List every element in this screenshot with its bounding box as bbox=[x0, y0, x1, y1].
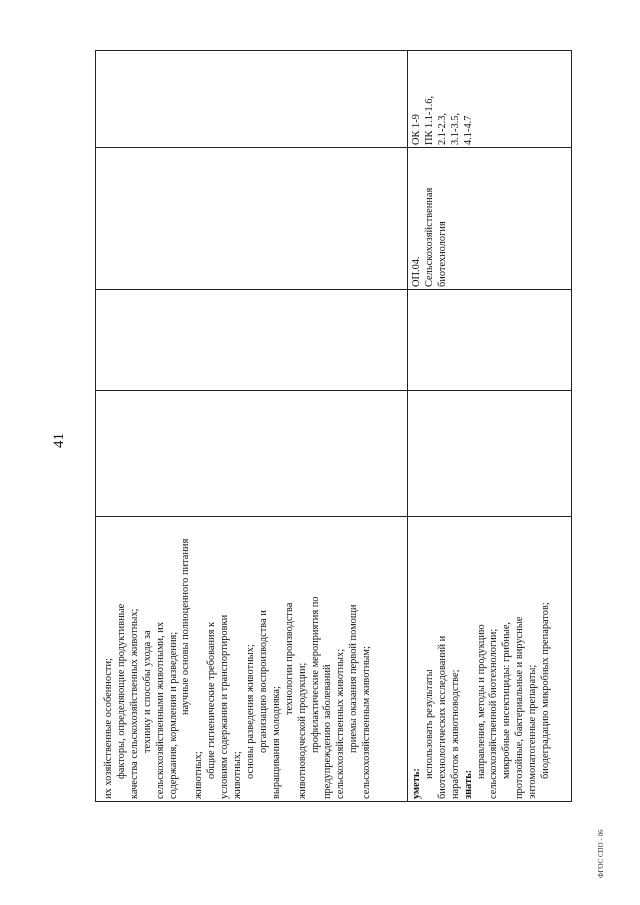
text-line: профилактические мероприятия по bbox=[309, 596, 321, 753]
row2-requirements-text bbox=[411, 514, 553, 799]
text-line: их хозяйственные особенности; bbox=[103, 658, 114, 799]
text-line: качества сельскохозяйственных животных; bbox=[128, 608, 140, 799]
text-line: научные основы полноценного питания bbox=[180, 538, 192, 715]
discipline-cell bbox=[411, 152, 450, 287]
text-line: сельскохозяйственной биотехнологии; bbox=[488, 628, 500, 799]
text-line: ПК 1.1-1.6, bbox=[423, 95, 435, 145]
text-line: животноводческой продукции; bbox=[296, 662, 308, 799]
text-line: ОП.04. bbox=[411, 256, 422, 287]
text-line: сельскохозяйственными животными, их bbox=[154, 621, 166, 799]
text-line: сельскохозяйственным животным; bbox=[361, 646, 373, 799]
text-line: уметь: bbox=[411, 768, 422, 799]
column-divider bbox=[96, 390, 571, 391]
text-line: сельскохозяйственных животных; bbox=[335, 648, 347, 799]
text-line: 4.1-4.7 bbox=[462, 115, 474, 145]
text-line: 2.1-2.3, bbox=[436, 112, 448, 145]
text-line: предупреждению заболеваний bbox=[322, 664, 334, 799]
text-line: содержания, кормления и разведения; bbox=[167, 631, 179, 799]
text-line: общие гигиенические требования к bbox=[206, 621, 218, 779]
text-line: факторы, определяющие продуктивные bbox=[115, 603, 127, 779]
text-line: технику и способы ухода за bbox=[141, 630, 153, 753]
column-divider bbox=[96, 289, 571, 290]
requirements-table bbox=[95, 50, 572, 802]
page-number: 41 bbox=[51, 433, 67, 448]
text-line: биодеградацию микробных препаратов; bbox=[540, 602, 552, 779]
text-line: условиям содержания и транспортировки bbox=[219, 614, 231, 799]
footer-code: ФГОС СПО - 06 bbox=[597, 829, 605, 878]
row-divider bbox=[407, 51, 408, 801]
text-line: наработок в животноводстве; bbox=[449, 669, 461, 799]
text-line: технологии производства bbox=[283, 602, 295, 715]
text-line: ОК 1-9 bbox=[411, 114, 422, 145]
text-line: протозойные, бактериальные и вирусные bbox=[514, 616, 526, 799]
text-line: использовать результаты bbox=[423, 669, 435, 779]
text-line: 3.1-3.5, bbox=[449, 112, 461, 145]
text-line: биотехнология bbox=[436, 221, 448, 287]
text-line: направления, методы и продукцию bbox=[475, 624, 487, 779]
row1-requirements-text bbox=[103, 514, 374, 799]
text-line: организацию воспроизводства и bbox=[257, 610, 269, 753]
text-line: микробные инсектициды: грибные, bbox=[501, 621, 513, 779]
text-line: животных; bbox=[232, 751, 244, 799]
column-divider bbox=[96, 147, 571, 148]
text-line: основы разведения животных; bbox=[244, 644, 256, 779]
competencies-cell bbox=[411, 55, 476, 145]
text-line: выращивания молодняка; bbox=[270, 686, 282, 799]
text-line: биотехнологических исследований и bbox=[436, 635, 448, 799]
text-line: приемы оказания первой помощи bbox=[348, 604, 360, 753]
text-line: животных; bbox=[193, 751, 205, 799]
text-line: энтомопатогенные препараты; bbox=[527, 664, 539, 799]
text-line: Сельскохозяйственная bbox=[423, 187, 435, 287]
text-line: знать: bbox=[462, 769, 474, 799]
